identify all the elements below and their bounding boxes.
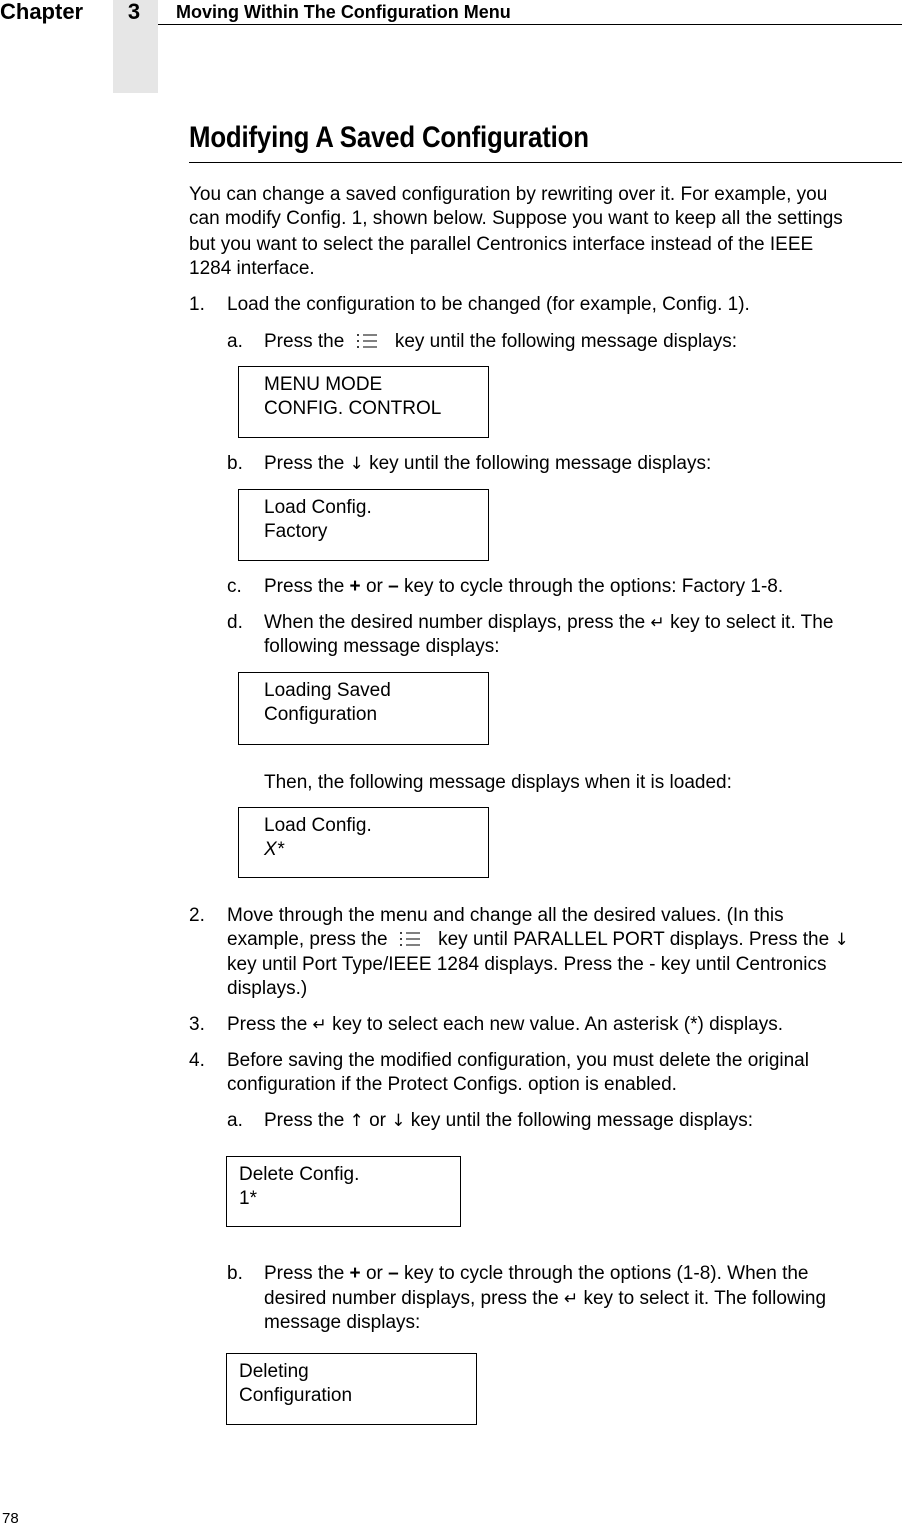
- step-text: or: [365, 576, 383, 597]
- minus-key: –: [388, 1263, 399, 1284]
- header-rule: [158, 24, 902, 25]
- step-text: When the desired number displays, press the: [264, 612, 646, 633]
- step-4b-line2: [264, 1287, 826, 1311]
- intro-line: 1284 interface.: [189, 258, 315, 279]
- step-number: 3.: [189, 1014, 205, 1035]
- down-arrow-icon: ↓: [391, 1111, 406, 1131]
- step-text: key to cycle through the options: Factory 1-8.: [403, 576, 784, 597]
- step-4-line: Before saving the modified configuration, you must delete the original: [227, 1050, 809, 1071]
- step-1c-text: [264, 575, 783, 599]
- step-4-line: configuration if the Protect Configs. option is enabled.: [227, 1074, 677, 1095]
- display-message-box: [226, 1156, 461, 1227]
- section-rule: [189, 162, 902, 163]
- menu-key-icon: [350, 332, 390, 350]
- step-4b-text: [264, 1262, 808, 1286]
- intro-line: can modify Config. 1, shown below. Suppose you want to keep all the settings: [189, 208, 843, 229]
- display-line: Configuration: [239, 1385, 353, 1406]
- display-message-box: [238, 489, 489, 561]
- display-line: X*: [264, 839, 285, 860]
- step-text: key to select each new value. An asterisk (*) displays.: [332, 1014, 784, 1035]
- display-line: Delete Config.: [239, 1164, 360, 1185]
- display-message-box: [226, 1353, 477, 1425]
- display-line: Factory: [264, 521, 328, 542]
- step-text: key to cycle through the options (1-8). When the: [403, 1263, 809, 1284]
- section-title: Modifying A Saved Configuration: [189, 121, 589, 154]
- minus-key: –: [388, 576, 399, 597]
- intro-line: but you want to select the parallel Centronics interface instead of the IEEE: [189, 234, 814, 255]
- step-number: 4.: [189, 1050, 205, 1071]
- chapter-label: Chapter: [0, 0, 84, 24]
- page-number: 78: [2, 1510, 19, 1527]
- step-text: key until PARALLEL PORT displays. Press the: [438, 929, 830, 950]
- plus-key: +: [349, 1263, 361, 1284]
- display-line: CONFIG. CONTROL: [264, 398, 442, 419]
- step-4b-line3: message displays:: [264, 1312, 421, 1333]
- down-arrow-icon: ↓: [834, 930, 849, 950]
- up-arrow-icon: ↑: [349, 1111, 364, 1131]
- plus-key: +: [349, 576, 361, 597]
- down-arrow-icon: ↓: [349, 454, 364, 474]
- step-text: Press the: [264, 1110, 345, 1131]
- step-text: key to select it. The following: [583, 1288, 827, 1309]
- step-1d-text: [264, 611, 833, 635]
- step-4a-text: [264, 1109, 753, 1133]
- step-2-line: [227, 928, 849, 952]
- step-2-line: displays.): [227, 978, 308, 999]
- step-text: key until the following message displays:: [410, 1110, 753, 1131]
- chapter-number: 3: [127, 0, 141, 24]
- step-2-line: key until Port Type/IEEE 1284 displays. Press the - key until Centronics: [227, 954, 827, 975]
- intro-line: You can change a saved configuration by rewriting over it. For example, you: [189, 184, 828, 205]
- step-3-text: [227, 1013, 783, 1037]
- menu-key-icon: [393, 930, 433, 948]
- enter-key-icon: ↵: [563, 1289, 579, 1309]
- step-text: Press the: [264, 1263, 345, 1284]
- step-text: desired number displays, press the: [264, 1288, 559, 1309]
- substep-letter: c.: [227, 576, 242, 597]
- step-2-line: Move through the menu and change all the desired values. (In this: [227, 905, 784, 926]
- substep-letter: b.: [227, 453, 243, 474]
- step-text: or: [369, 1110, 386, 1131]
- enter-key-icon: ↵: [650, 613, 665, 633]
- running-title: Moving Within The Configuration Menu: [176, 2, 511, 22]
- step-1-text: Load the configuration to be changed (for example, Config. 1).: [227, 294, 750, 315]
- display-line: Load Config.: [264, 497, 372, 518]
- display-message-box: [238, 366, 489, 438]
- step-1d-text-line2: following message displays:: [264, 636, 500, 657]
- step-number: 1.: [189, 294, 205, 315]
- step-text: Press the: [264, 453, 345, 474]
- step-text: Press the: [264, 576, 345, 597]
- step-text: example, press the: [227, 929, 388, 950]
- display-line: Load Config.: [264, 815, 372, 836]
- display-message-box: [238, 807, 489, 878]
- substep-letter: a.: [227, 331, 243, 352]
- substep-letter: a.: [227, 1110, 243, 1131]
- substep-letter: b.: [227, 1263, 243, 1284]
- step-text: Press the: [264, 331, 345, 352]
- step-text: key until the following message displays:: [369, 453, 712, 474]
- display-line: Loading Saved: [264, 680, 391, 701]
- then-text: Then, the following message displays when it is loaded:: [264, 772, 732, 793]
- step-text: or: [365, 1263, 383, 1284]
- step-text: key until the following message displays:: [394, 331, 738, 352]
- enter-key-icon: ↵: [312, 1015, 327, 1035]
- display-line: Deleting: [239, 1361, 309, 1382]
- display-line: 1*: [239, 1188, 257, 1209]
- step-text: key to select it. The: [670, 612, 834, 633]
- display-line: MENU MODE: [264, 374, 383, 395]
- display-message-box: [238, 672, 489, 745]
- display-line: Configuration: [264, 704, 378, 725]
- step-1b-text: [264, 452, 711, 476]
- step-text: Press the: [227, 1014, 308, 1035]
- substep-letter: d.: [227, 612, 243, 633]
- step-1a-text: [264, 330, 737, 354]
- step-number: 2.: [189, 905, 205, 926]
